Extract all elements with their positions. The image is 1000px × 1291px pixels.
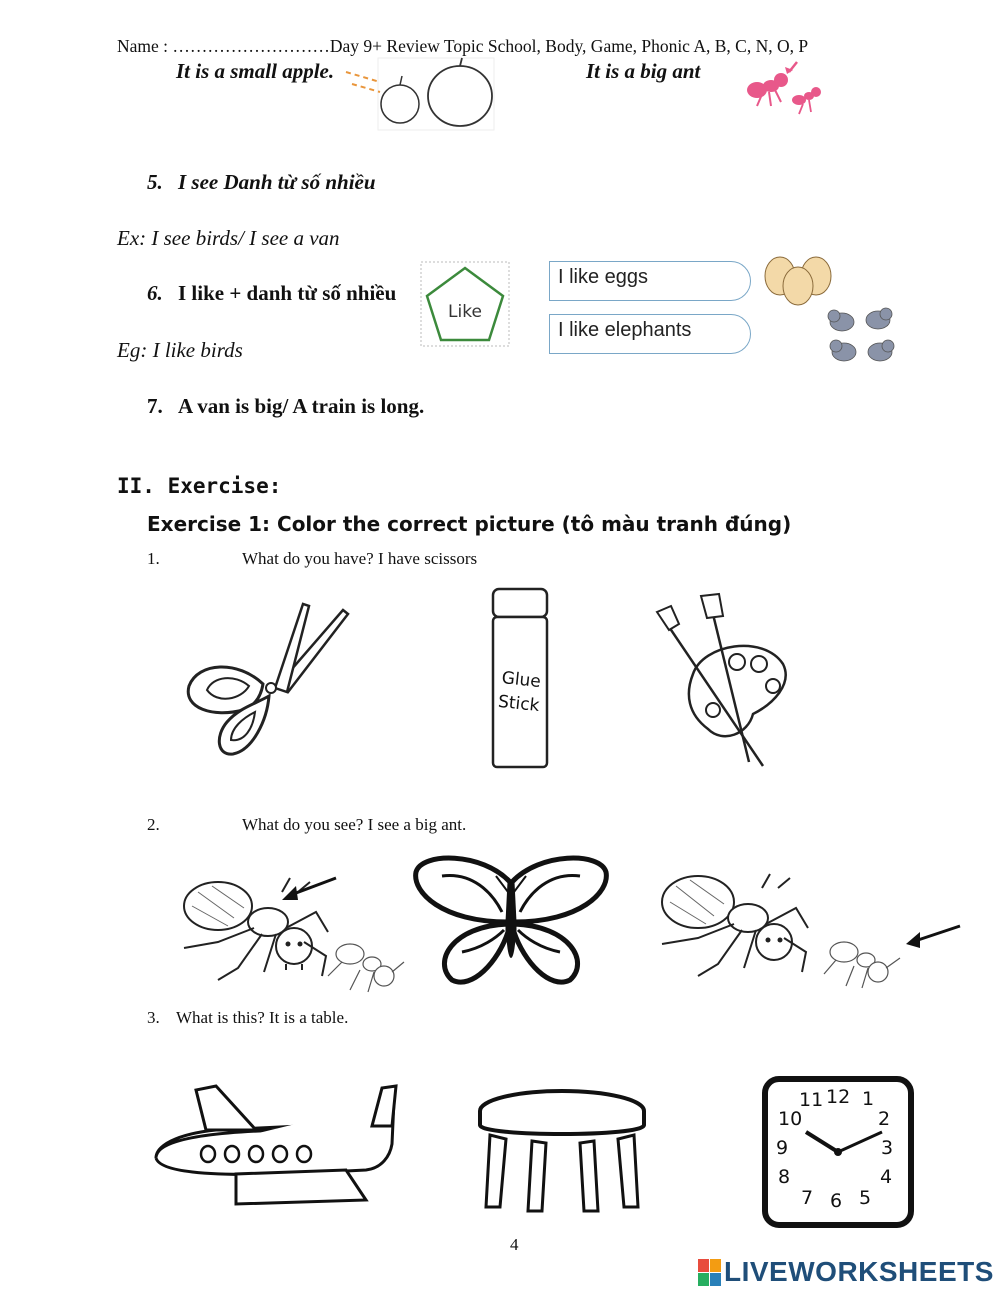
clock-number: 8 (778, 1166, 791, 1188)
clock-number: 9 (776, 1137, 789, 1159)
like-label: Like (448, 302, 482, 322)
question-number: 1. (147, 549, 160, 568)
item-number: 6. (147, 281, 163, 305)
scissors-picture[interactable] (183, 600, 355, 760)
clock-number: 7 (801, 1187, 814, 1209)
worksheet-header: Name : ………………………Day 9+ Review Topic School, Body, Game, Phonic A, B, C, N, O, P (117, 36, 809, 56)
example-5: Ex: I see birds/ I see a van (117, 226, 340, 250)
question-3 (147, 1008, 348, 1028)
big-ant-option[interactable] (178, 872, 408, 996)
brand-name: LIVEWORKSHEETS (724, 1256, 994, 1287)
item-number: 7. (147, 394, 163, 418)
page-number: 4 (510, 1235, 519, 1254)
glue-stick-label (487, 665, 554, 719)
question-text: What is this? It is a table. (176, 1008, 349, 1027)
glue-text: Glue (500, 668, 542, 693)
question-number: 3. (147, 1008, 160, 1027)
item-text: I see Danh từ số nhiều (178, 170, 376, 194)
eggs-picture (762, 254, 838, 308)
liveworksheets-logo (698, 1256, 994, 1288)
question-text: What do you see? I see a big ant. (242, 815, 467, 834)
like-eggs-box (549, 261, 751, 301)
clock-number: 6 (830, 1190, 843, 1212)
small-apple-caption: It is a small apple. (176, 59, 335, 83)
grammar-item-6 (147, 281, 396, 306)
question-number: 2. (147, 815, 160, 834)
like-elephants-text: I like elephants (558, 319, 692, 341)
grammar-item-7 (147, 394, 424, 419)
pink-ants-picture (745, 58, 825, 118)
clock-number: 2 (878, 1108, 891, 1130)
section-title: II. Exercise: (117, 474, 282, 498)
clock-number: 3 (881, 1137, 894, 1159)
butterfly-option[interactable] (412, 852, 610, 988)
like-eggs-text: I like eggs (558, 266, 649, 288)
question-1 (147, 549, 478, 569)
table-option[interactable] (476, 1087, 648, 1215)
small-ant-option[interactable] (654, 868, 966, 992)
clock-number: 1 (862, 1088, 875, 1110)
clock-number: 12 (826, 1086, 851, 1108)
question-text: What do you have? I have scissors (242, 549, 478, 568)
item-text: I like + danh từ số nhiều (178, 281, 397, 305)
clock-number: 4 (880, 1166, 893, 1188)
example-6: Eg: I like birds (117, 338, 243, 362)
apples-picture (340, 58, 500, 130)
clock-number: 11 (799, 1089, 824, 1111)
big-ant-caption: It is a big ant (586, 59, 701, 83)
exercise-1-title: Exercise 1: Color the correct picture (tô màu tranh đúng) (147, 512, 792, 536)
item-number: 5. (147, 170, 163, 194)
like-elephants-box (549, 314, 751, 354)
brand-badge (698, 1259, 721, 1286)
paint-palette-picture[interactable] (653, 594, 793, 770)
elephants-picture (826, 306, 898, 370)
item-text: A van is big/ A train is long. (178, 394, 425, 418)
stick-text: Stick (497, 691, 541, 717)
airplane-option[interactable] (146, 1080, 400, 1218)
clock-number: 10 (778, 1108, 803, 1130)
question-2 (147, 815, 467, 835)
grammar-item-5 (147, 170, 376, 195)
clock-number: 5 (859, 1187, 872, 1209)
